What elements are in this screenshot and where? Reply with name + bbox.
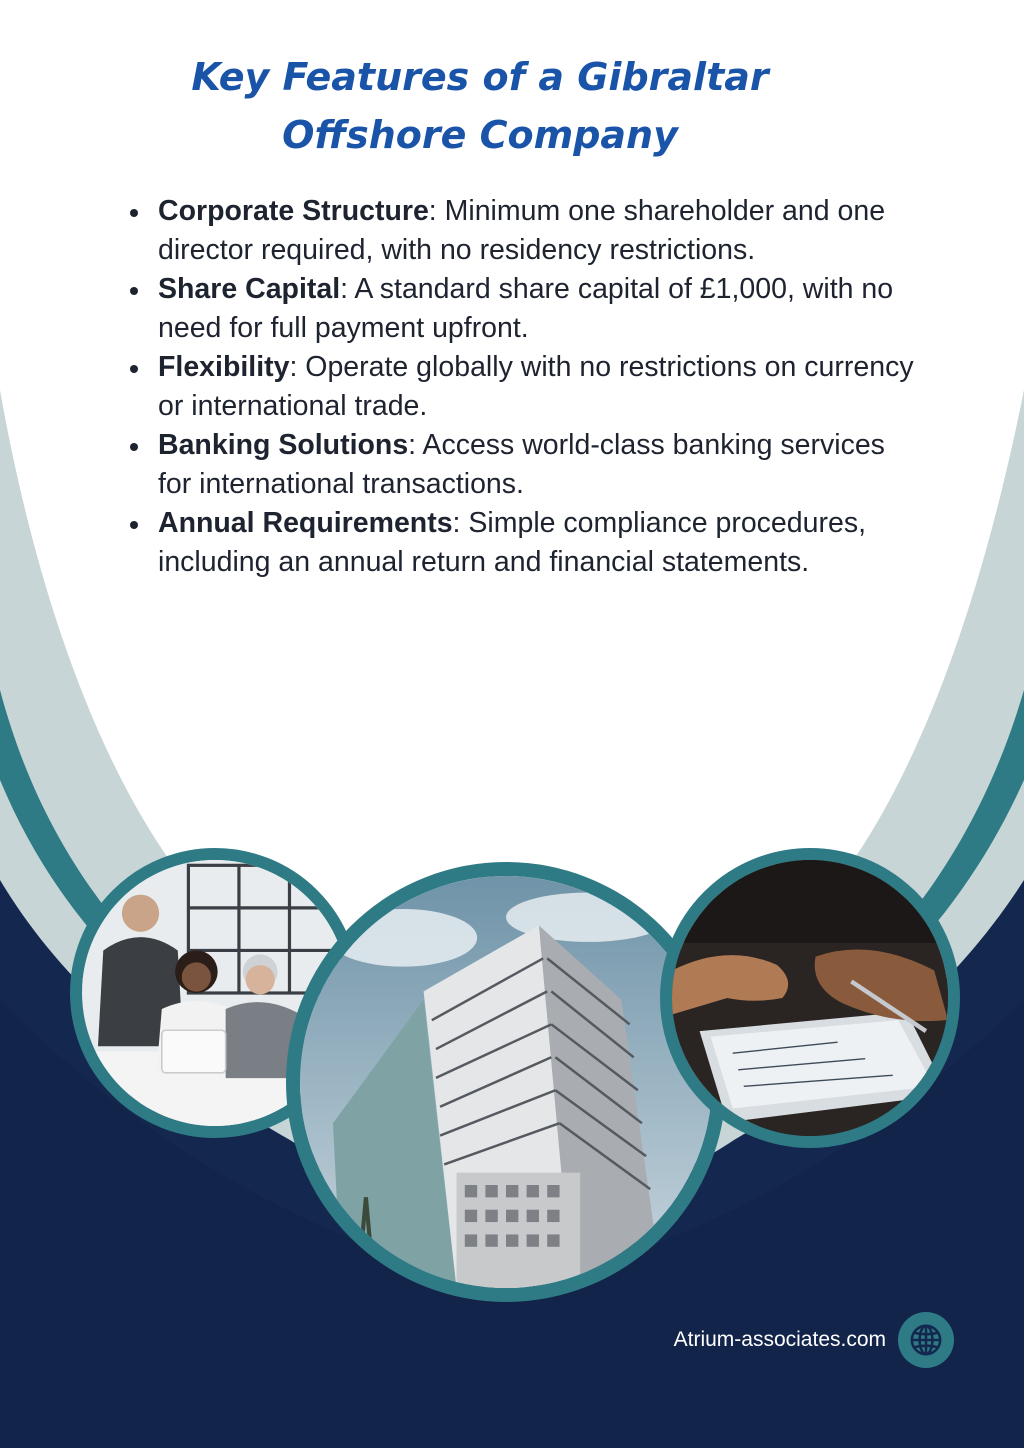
feature-item	[130, 426, 920, 504]
feature-text: : A standard share capital of £1,000, with no need for full payment upfront.	[158, 273, 894, 344]
feature-item	[130, 192, 920, 270]
website-link[interactable]: Atrium-associates.com	[673, 1328, 886, 1351]
feature-label: Flexibility	[158, 351, 290, 383]
business-hands-photo	[660, 848, 960, 1148]
feature-text: : Access world-class banking services for international transactions.	[158, 429, 885, 500]
feature-text: : Simple compliance procedures, including an annual return and financial statements.	[158, 507, 866, 578]
feature-label: Corporate Structure	[158, 195, 429, 227]
feature-label: Annual Requirements	[158, 507, 453, 539]
feature-label: Share Capital	[158, 273, 341, 305]
feature-list	[130, 192, 920, 582]
office-building-photo	[286, 862, 726, 1302]
title-line-2: Offshore Company	[282, 113, 678, 157]
globe-icon	[898, 1312, 954, 1368]
feature-text: : Minimum one shareholder and one director required, with no residency restrictions.	[158, 195, 886, 266]
page-title	[130, 48, 830, 164]
feature-label: Banking Solutions	[158, 429, 409, 461]
feature-item	[130, 348, 920, 426]
title-line-1: Key Features of a Gibraltar	[191, 55, 769, 99]
feature-item	[130, 504, 920, 582]
footer	[674, 1312, 954, 1368]
feature-item	[130, 270, 920, 348]
feature-text: : Operate globally with no restrictions on currency or international trade.	[158, 351, 914, 422]
